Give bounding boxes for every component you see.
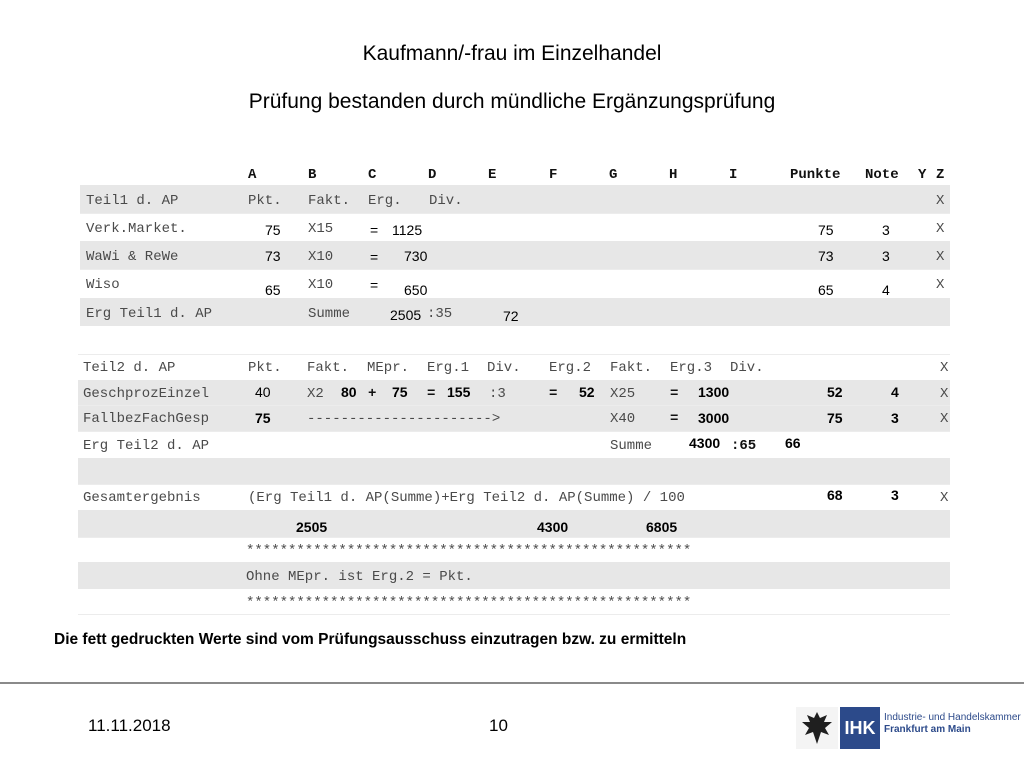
result-summe: Summe <box>610 438 653 454</box>
row-note: 3 <box>882 222 890 238</box>
row-fakt: X2 <box>307 386 324 402</box>
row-erg3: 3000 <box>698 410 730 426</box>
row-separator <box>78 537 950 538</box>
row-fakt2: X25 <box>610 386 636 402</box>
result-div: :35 <box>427 306 453 322</box>
page-number: 10 <box>489 716 508 735</box>
row-band <box>78 458 950 484</box>
col-header-g: G <box>609 167 618 183</box>
col-header-b: B <box>308 167 317 183</box>
row-note: 4 <box>882 282 890 298</box>
row-z: X <box>936 221 945 237</box>
row-z: X <box>940 386 949 402</box>
row-band <box>80 185 950 213</box>
result-sum: 4300 <box>689 435 721 451</box>
teil1-header-fakt: Fakt. <box>308 193 351 209</box>
row-z: X <box>936 277 945 293</box>
col-header-z: Z <box>936 167 945 183</box>
col-header-y: Y <box>918 167 927 183</box>
result-value: 72 <box>503 308 519 324</box>
row-erg3: 1300 <box>698 384 730 400</box>
row-eq: = <box>370 222 379 238</box>
eagle-icon <box>796 707 838 749</box>
footer-date: 11.11.2018 <box>88 716 171 735</box>
row-eq3: = <box>670 386 679 402</box>
result-sum: 2505 <box>390 307 422 323</box>
teil1-header-z: X <box>936 193 945 209</box>
row-note: 3 <box>882 248 890 264</box>
row-erg1: 155 <box>447 384 471 400</box>
slide-title: Kaufmann/-frau im Einzelhandel <box>362 42 662 65</box>
row-label: FallbezFachGesp <box>83 411 210 427</box>
row-label: Wiso <box>86 277 120 293</box>
result-div: :65 <box>731 438 757 454</box>
row-note: 3 <box>891 410 899 426</box>
row-separator <box>78 484 950 485</box>
ihk-logo-text <box>884 712 1021 736</box>
teil2-header-erg3: Erg.3 <box>670 360 713 376</box>
row-erg2: 52 <box>579 384 595 400</box>
row-separator <box>78 614 950 615</box>
row-eq: = <box>370 277 379 293</box>
result-summe: Summe <box>308 306 351 322</box>
col-header-c: C <box>368 167 377 183</box>
ihk-logo-box: IHK <box>840 707 880 749</box>
row-erg: 1125 <box>392 222 423 238</box>
row-pkt: 40 <box>255 384 271 400</box>
row-eq2: = <box>549 386 558 402</box>
row-punkte: 73 <box>818 248 834 264</box>
row-punkte: 75 <box>818 222 834 238</box>
teil2-header-erg2: Erg.2 <box>549 360 592 376</box>
row-pkt: 65 <box>265 282 281 298</box>
row-z: X <box>940 411 949 427</box>
teil1-header-erg: Erg. <box>368 193 402 209</box>
row-plus: + <box>368 386 377 402</box>
teil2-header-fakt2: Fakt. <box>610 360 653 376</box>
row-band <box>78 510 950 537</box>
row-label: GeschprozEinzel <box>83 386 210 402</box>
row-eq: = <box>370 249 379 265</box>
row-div: :3 <box>489 386 506 402</box>
row-separator <box>80 269 950 270</box>
teil1-header-pkt: Pkt. <box>248 193 282 209</box>
row-separator <box>78 431 950 432</box>
row-fakt: X10 <box>308 249 334 265</box>
row-label: Verk.Market. <box>86 221 187 237</box>
col-header-d: D <box>428 167 437 183</box>
teil2-header-div2: Div. <box>730 360 764 376</box>
teil2-header-fakt: Fakt. <box>307 360 350 376</box>
total-label: Gesamtergebnis <box>83 490 201 506</box>
col-header-f: F <box>549 167 558 183</box>
total-value-teil1: 2505 <box>296 519 328 535</box>
row-fakt-value: 80 <box>341 384 357 400</box>
row-eq1: = <box>427 386 436 402</box>
col-header-e: E <box>488 167 497 183</box>
teil2-header-pkt: Pkt. <box>248 360 282 376</box>
col-header-note: Note <box>865 167 899 183</box>
row-punkte: 75 <box>827 410 843 426</box>
footnote-text: Ohne MEpr. ist Erg.2 = Pkt. <box>246 569 473 585</box>
result-label: Erg Teil1 d. AP <box>86 306 213 322</box>
row-eq3: = <box>670 411 679 427</box>
row-z: X <box>936 249 945 265</box>
ihk-logo-line2: Frankfurt am Main <box>884 724 971 735</box>
teil1-header-div: Div. <box>429 193 463 209</box>
teil2-header-div: Div. <box>487 360 521 376</box>
row-pkt: 75 <box>255 410 271 426</box>
row-fakt: X15 <box>308 221 334 237</box>
row-label: WaWi & ReWe <box>86 249 179 265</box>
row-separator <box>78 354 950 355</box>
col-header-punkte: Punkte <box>790 167 841 183</box>
total-z: X <box>940 490 949 506</box>
teil2-header-erg1: Erg.1 <box>427 360 470 376</box>
ihk-logo-line1: Industrie- und Handelskammer <box>884 712 1021 723</box>
row-punkte: 65 <box>818 282 834 298</box>
total-punkte: 68 <box>827 487 843 503</box>
stars-line: ***************************************************** <box>246 595 692 611</box>
teil2-header-mepr: MEpr. <box>367 360 410 376</box>
row-punkte: 52 <box>827 384 843 400</box>
row-fakt2: X40 <box>610 411 636 427</box>
explanation-note: Die fett gedruckten Werte sind vom Prüfungsausschuss einzutragen bzw. zu ermitteln <box>54 631 687 648</box>
result-label: Erg Teil2 d. AP <box>83 438 210 454</box>
row-band <box>78 562 950 589</box>
row-fakt: X10 <box>308 277 334 293</box>
slide-subtitle: Prüfung bestanden durch mündliche Ergänzungsprüfung <box>248 90 776 113</box>
col-header-i: I <box>729 167 738 183</box>
footer-divider <box>0 682 1024 684</box>
row-separator <box>80 213 950 214</box>
total-note: 3 <box>891 487 899 503</box>
stars-line: ***************************************************** <box>246 543 692 559</box>
col-header-h: H <box>669 167 678 183</box>
total-value-sum: 6805 <box>646 519 678 535</box>
row-mepr: 75 <box>392 384 408 400</box>
teil2-header-z: X <box>940 360 949 376</box>
row-pkt: 73 <box>265 248 281 264</box>
row-erg: 730 <box>404 248 428 264</box>
teil1-header-label: Teil1 d. AP <box>86 193 179 209</box>
result-value: 66 <box>785 435 801 451</box>
teil2-header-label: Teil2 d. AP <box>83 360 176 376</box>
total-value-teil2: 4300 <box>537 519 569 535</box>
col-header-a: A <box>248 167 257 183</box>
row-pkt: 75 <box>265 222 281 238</box>
row-erg: 650 <box>404 282 428 298</box>
row-note: 4 <box>891 384 899 400</box>
total-formula: (Erg Teil1 d. AP(Summe)+Erg Teil2 d. AP(Summe) / 100 <box>248 490 685 506</box>
row-arrow: ----------------------> <box>307 411 501 427</box>
